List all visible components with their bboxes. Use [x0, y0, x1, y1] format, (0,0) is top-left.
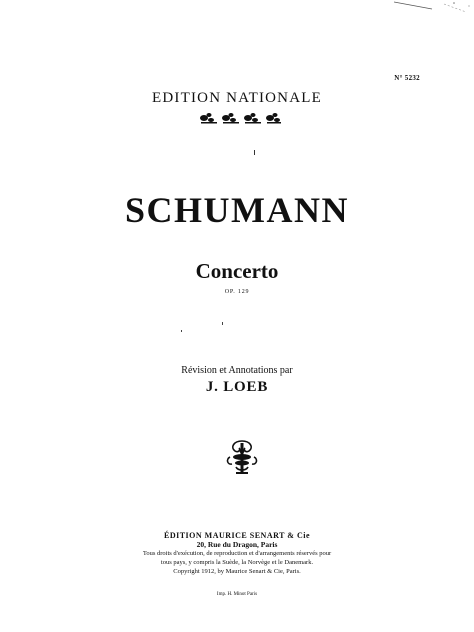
editor-name: J. LOEB [205, 379, 269, 395]
opus-number: OP. 129 [224, 289, 250, 295]
catalog-number: N° 5232 [394, 74, 420, 82]
lyre-ornament-icon [222, 437, 262, 477]
speck-mark [254, 150, 255, 155]
speck-mark [222, 322, 223, 325]
work-title: Concerto [195, 259, 279, 283]
series-title: EDITION NATIONALE [152, 90, 322, 106]
floral-flourish-icon [199, 111, 283, 125]
scan-mark [394, 0, 474, 20]
printer-credit: Imp. H. Minot Paris [216, 592, 258, 597]
rights-notice: tous pays, y compris la Suède, la Norvège et le Danemark. [160, 559, 314, 566]
rights-notice: Tous droits d'exécution, de reproduction et d'arrangements réservés pour [142, 550, 332, 557]
revision-label: Révision et Annotations par [181, 365, 293, 376]
composer-name: SCHUMANN [125, 190, 349, 230]
speck-mark [181, 330, 182, 332]
publisher-imprint [0, 531, 474, 576]
publisher-name: ÉDITION MAURICE SENART & Cie [163, 531, 311, 540]
publisher-address: 20, Rue du Dragon, Paris [196, 540, 278, 549]
copyright-notice: Copyright 1912, by Maurice Senart & Cie, Paris. [173, 568, 301, 575]
